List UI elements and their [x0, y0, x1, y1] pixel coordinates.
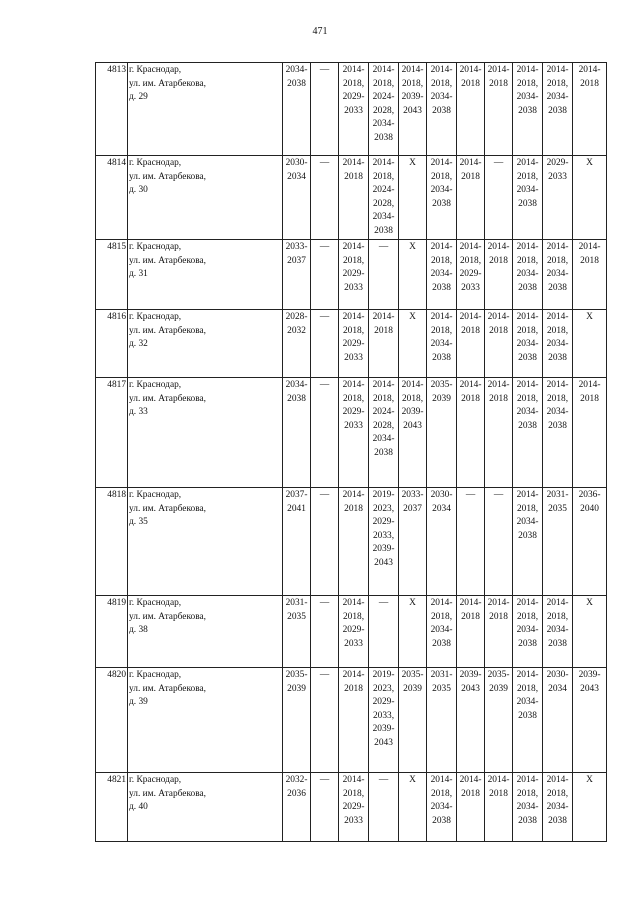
- registry-table: [95, 62, 607, 842]
- period-text: 2035- 2039: [401, 670, 424, 694]
- period-text: 2031- 2035: [546, 490, 569, 514]
- period-cell: [369, 240, 399, 310]
- period-cell: [427, 240, 457, 310]
- period-text: —: [319, 242, 330, 252]
- period-text: —: [319, 65, 330, 75]
- period-text: 2014- 2018, 2034- 2038: [516, 380, 539, 431]
- address-text: г. Краснодар, ул. им. Атарбекова, д. 31: [129, 242, 207, 280]
- period-text: —: [319, 775, 330, 785]
- period-cell: [369, 773, 399, 842]
- period-cell: [311, 773, 339, 842]
- period-cell: [427, 596, 457, 668]
- period-cell: [399, 488, 427, 596]
- period-cell: [369, 63, 399, 156]
- table-row: [96, 773, 607, 842]
- address-text: г. Краснодар, ул. им. Атарбекова, д. 33: [129, 380, 207, 418]
- period-text: 2014- 2018, 2034- 2038: [516, 312, 539, 363]
- period-cell: [457, 668, 485, 773]
- period-cell: [369, 310, 399, 378]
- period-cell: [339, 378, 369, 488]
- period-cell: [311, 240, 339, 310]
- period-cell: [283, 310, 311, 378]
- period-cell: [513, 668, 543, 773]
- period-text: X: [586, 598, 593, 608]
- period-text: 2014- 2018: [487, 312, 510, 336]
- period-text: X: [409, 312, 416, 322]
- period-cell: [339, 596, 369, 668]
- period-text: 2014- 2018: [578, 242, 601, 266]
- period-text: —: [319, 670, 330, 680]
- period-text: 2014- 2018, 2034- 2038: [546, 242, 569, 293]
- period-text: 2014- 2018, 2034- 2038: [546, 312, 569, 363]
- period-text: —: [493, 158, 504, 168]
- period-cell: [573, 668, 607, 773]
- period-cell: [513, 378, 543, 488]
- period-cell: [311, 596, 339, 668]
- period-cell: [339, 668, 369, 773]
- period-cell: [543, 596, 573, 668]
- period-cell: [339, 773, 369, 842]
- period-text: 2028- 2032: [285, 312, 308, 336]
- period-cell: [485, 156, 513, 240]
- period-text: 2014- 2018, 2034- 2038: [516, 242, 539, 293]
- period-cell: [457, 310, 485, 378]
- address-cell: [128, 773, 283, 842]
- period-cell: [543, 240, 573, 310]
- period-text: —: [319, 158, 330, 168]
- period-text: 2019- 2023, 2029- 2033, 2039- 2043: [372, 490, 395, 568]
- period-text: 2034- 2038: [285, 380, 308, 404]
- address-cell: [128, 488, 283, 596]
- period-text: 2014- 2018: [342, 490, 365, 514]
- period-text: 2014- 2018: [372, 312, 395, 336]
- period-cell: [485, 668, 513, 773]
- period-text: 2014- 2018: [459, 312, 482, 336]
- period-cell: [573, 773, 607, 842]
- page-number: 471: [312, 26, 328, 37]
- period-cell: [457, 63, 485, 156]
- period-text: 2014- 2018, 2029- 2033: [459, 242, 482, 293]
- period-text: 2014- 2018: [487, 775, 510, 799]
- period-text: 2014- 2018, 2034- 2038: [430, 65, 453, 116]
- period-text: 2014- 2018: [459, 380, 482, 404]
- period-text: 2035- 2039: [285, 670, 308, 694]
- period-text: 2014- 2018, 2029- 2033: [342, 380, 365, 431]
- period-cell: [427, 488, 457, 596]
- table-row: [96, 310, 607, 378]
- period-cell: [457, 596, 485, 668]
- period-text: 2030- 2034: [430, 490, 453, 514]
- period-text: 2014- 2018, 2034- 2038: [430, 158, 453, 209]
- period-text: X: [409, 158, 416, 168]
- period-text: 2014- 2018, 2024- 2028, 2034- 2038: [372, 158, 395, 236]
- period-cell: [573, 488, 607, 596]
- address-text: г. Краснодар, ул. им. Атарбекова, д. 32: [129, 312, 207, 350]
- period-cell: [573, 378, 607, 488]
- period-cell: [457, 240, 485, 310]
- period-cell: [573, 240, 607, 310]
- period-cell: [311, 668, 339, 773]
- period-cell: [573, 310, 607, 378]
- period-cell: [399, 378, 427, 488]
- period-cell: [399, 773, 427, 842]
- period-text: 2014- 2018: [487, 242, 510, 266]
- period-cell: [369, 668, 399, 773]
- period-text: —: [493, 490, 504, 500]
- address-cell: [128, 596, 283, 668]
- period-cell: [513, 488, 543, 596]
- row-number: 4815: [96, 240, 128, 310]
- row-number: 4814: [96, 156, 128, 240]
- period-cell: [283, 240, 311, 310]
- row-number: 4813: [96, 63, 128, 156]
- table-row: [96, 156, 607, 240]
- period-cell: [399, 63, 427, 156]
- period-cell: [513, 773, 543, 842]
- period-cell: [399, 156, 427, 240]
- period-text: 2014- 2018, 2034- 2038: [430, 598, 453, 649]
- period-cell: [513, 310, 543, 378]
- period-text: 2014- 2018, 2034- 2038: [516, 598, 539, 649]
- address-text: г. Краснодар, ул. им. Атарбекова, д. 39: [129, 670, 207, 708]
- period-cell: [399, 668, 427, 773]
- row-number: 4820: [96, 668, 128, 773]
- period-text: 2019- 2023, 2029- 2033, 2039- 2043: [372, 670, 395, 748]
- period-cell: [339, 63, 369, 156]
- period-text: —: [378, 242, 389, 252]
- period-text: 2014- 2018, 2034- 2038: [430, 312, 453, 363]
- period-text: 2014- 2018: [578, 65, 601, 89]
- address-cell: [128, 240, 283, 310]
- period-text: 2014- 2018, 2034- 2038: [516, 775, 539, 826]
- period-text: —: [378, 598, 389, 608]
- period-text: 2037- 2041: [285, 490, 308, 514]
- period-text: 2014- 2018: [578, 380, 601, 404]
- table-row: [96, 240, 607, 310]
- period-cell: [311, 156, 339, 240]
- period-cell: [573, 156, 607, 240]
- period-text: 2014- 2018, 2034- 2038: [546, 65, 569, 116]
- period-text: —: [319, 598, 330, 608]
- period-text: 2033- 2037: [285, 242, 308, 266]
- period-text: 2036- 2040: [578, 490, 601, 514]
- period-text: 2035- 2039: [487, 670, 510, 694]
- period-cell: [485, 596, 513, 668]
- period-cell: [457, 378, 485, 488]
- period-text: 2014- 2018: [487, 598, 510, 622]
- period-text: 2014- 2018: [459, 158, 482, 182]
- period-cell: [369, 378, 399, 488]
- period-text: —: [319, 380, 330, 390]
- period-text: X: [586, 775, 593, 785]
- period-cell: [399, 240, 427, 310]
- period-text: 2014- 2018, 2029- 2033: [342, 312, 365, 363]
- period-cell: [311, 310, 339, 378]
- period-text: 2014- 2018, 2034- 2038: [516, 65, 539, 116]
- address-cell: [128, 310, 283, 378]
- period-text: 2034- 2038: [285, 65, 308, 89]
- period-cell: [457, 488, 485, 596]
- period-cell: [283, 596, 311, 668]
- period-text: 2014- 2018, 2039- 2043: [401, 380, 424, 431]
- period-text: 2029- 2033: [546, 158, 569, 182]
- address-text: г. Краснодар, ул. им. Атарбекова, д. 40: [129, 775, 207, 813]
- period-cell: [369, 156, 399, 240]
- period-cell: [457, 773, 485, 842]
- period-text: 2039- 2043: [578, 670, 601, 694]
- period-text: 2039- 2043: [459, 670, 482, 694]
- period-cell: [543, 773, 573, 842]
- period-text: —: [319, 312, 330, 322]
- address-text: г. Краснодар, ул. им. Атарбекова, д. 30: [129, 158, 207, 196]
- row-number: 4816: [96, 310, 128, 378]
- period-cell: [543, 63, 573, 156]
- period-cell: [311, 488, 339, 596]
- period-cell: [543, 668, 573, 773]
- period-cell: [543, 156, 573, 240]
- period-cell: [457, 156, 485, 240]
- address-text: г. Краснодар, ул. им. Атарбекова, д. 35: [129, 490, 207, 528]
- period-cell: [311, 378, 339, 488]
- period-cell: [283, 156, 311, 240]
- row-number: 4821: [96, 773, 128, 842]
- address-cell: [128, 156, 283, 240]
- period-cell: [339, 488, 369, 596]
- period-text: 2014- 2018, 2039- 2043: [401, 65, 424, 116]
- period-cell: [485, 240, 513, 310]
- period-text: 2014- 2018, 2034- 2038: [546, 598, 569, 649]
- period-cell: [427, 773, 457, 842]
- period-cell: [427, 63, 457, 156]
- period-cell: [513, 63, 543, 156]
- period-cell: [339, 310, 369, 378]
- address-text: г. Краснодар, ул. им. Атарбекова, д. 29: [129, 65, 207, 103]
- table-row: [96, 488, 607, 596]
- period-text: 2014- 2018: [342, 158, 365, 182]
- period-text: 2030- 2034: [285, 158, 308, 182]
- period-text: 2014- 2018, 2024- 2028, 2034- 2038: [372, 65, 395, 143]
- period-cell: [399, 596, 427, 668]
- period-text: X: [586, 312, 593, 322]
- period-text: 2014- 2018, 2034- 2038: [430, 242, 453, 293]
- period-cell: [283, 488, 311, 596]
- period-text: 2030- 2034: [546, 670, 569, 694]
- period-cell: [339, 240, 369, 310]
- row-number: 4819: [96, 596, 128, 668]
- period-text: 2014- 2018: [487, 380, 510, 404]
- period-text: 2031- 2035: [285, 598, 308, 622]
- period-text: 2014- 2018, 2029- 2033: [342, 775, 365, 826]
- period-cell: [427, 668, 457, 773]
- period-cell: [485, 310, 513, 378]
- period-text: 2035- 2039: [430, 380, 453, 404]
- period-text: 2014- 2018, 2034- 2038: [516, 670, 539, 721]
- period-cell: [485, 378, 513, 488]
- address-text: г. Краснодар, ул. им. Атарбекова, д. 38: [129, 598, 207, 636]
- period-text: 2033- 2037: [401, 490, 424, 514]
- period-text: 2014- 2018: [487, 65, 510, 89]
- period-text: X: [409, 598, 416, 608]
- period-cell: [513, 156, 543, 240]
- period-text: 2014- 2018, 2034- 2038: [430, 775, 453, 826]
- period-text: 2014- 2018, 2034- 2038: [516, 490, 539, 541]
- period-cell: [543, 310, 573, 378]
- period-text: 2031- 2035: [430, 670, 453, 694]
- period-text: 2014- 2018: [459, 775, 482, 799]
- period-text: X: [409, 242, 416, 252]
- period-cell: [485, 773, 513, 842]
- period-text: 2014- 2018: [459, 65, 482, 89]
- period-cell: [543, 488, 573, 596]
- period-cell: [311, 63, 339, 156]
- period-cell: [283, 378, 311, 488]
- period-cell: [283, 668, 311, 773]
- period-text: 2014- 2018: [459, 598, 482, 622]
- period-cell: [513, 240, 543, 310]
- period-cell: [485, 63, 513, 156]
- address-cell: [128, 378, 283, 488]
- period-text: —: [465, 490, 476, 500]
- table-row: [96, 668, 607, 773]
- period-text: X: [409, 775, 416, 785]
- period-text: —: [378, 775, 389, 785]
- period-cell: [573, 596, 607, 668]
- period-text: 2014- 2018, 2034- 2038: [546, 380, 569, 431]
- period-text: X: [586, 158, 593, 168]
- period-cell: [399, 310, 427, 378]
- period-cell: [283, 63, 311, 156]
- address-cell: [128, 63, 283, 156]
- period-cell: [513, 596, 543, 668]
- period-text: 2014- 2018, 2034- 2038: [516, 158, 539, 209]
- period-text: 2014- 2018, 2029- 2033: [342, 598, 365, 649]
- period-cell: [369, 488, 399, 596]
- table-row: [96, 596, 607, 668]
- period-cell: [283, 773, 311, 842]
- period-cell: [427, 156, 457, 240]
- period-text: 2032- 2036: [285, 775, 308, 799]
- period-cell: [543, 378, 573, 488]
- period-text: 2014- 2018, 2029- 2033: [342, 242, 365, 293]
- row-number: 4818: [96, 488, 128, 596]
- period-cell: [427, 378, 457, 488]
- period-text: 2014- 2018, 2034- 2038: [546, 775, 569, 826]
- address-cell: [128, 668, 283, 773]
- period-cell: [485, 488, 513, 596]
- period-cell: [369, 596, 399, 668]
- period-text: 2014- 2018: [342, 670, 365, 694]
- period-cell: [339, 156, 369, 240]
- period-cell: [427, 310, 457, 378]
- period-cell: [573, 63, 607, 156]
- period-text: 2014- 2018, 2024- 2028, 2034- 2038: [372, 380, 395, 458]
- row-number: 4817: [96, 378, 128, 488]
- period-text: —: [319, 490, 330, 500]
- table-row: [96, 63, 607, 156]
- period-text: 2014- 2018, 2029- 2033: [342, 65, 365, 116]
- table-row: [96, 378, 607, 488]
